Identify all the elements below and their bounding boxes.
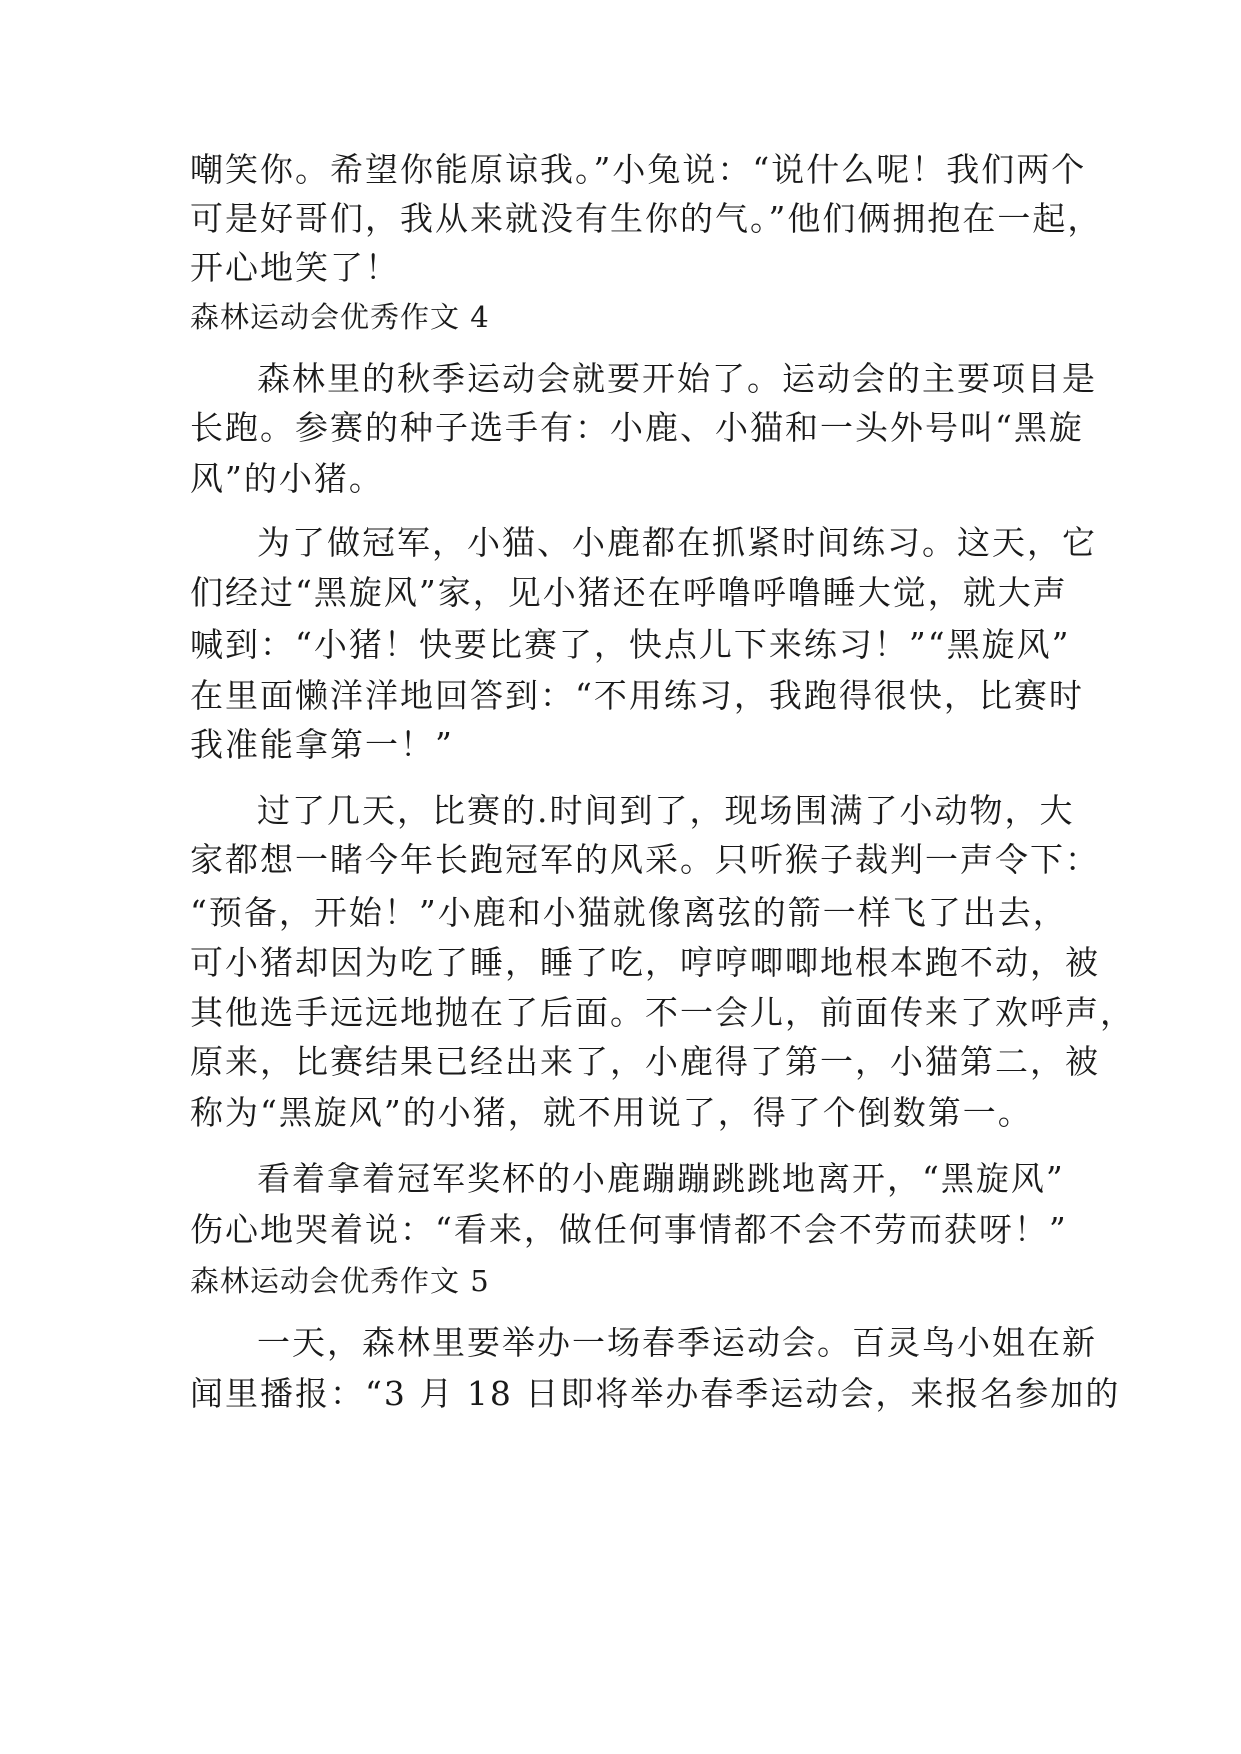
text-line: 风”的小猪。 [190, 459, 384, 498]
text-line: 长跑。参赛的种子选手有：小鹿、小猫和一头外号叫“黑旋 [190, 408, 1084, 447]
text-line: 喊到：“小猪！快要比赛了，快点儿下来练习！”“黑旋风” [190, 625, 1071, 664]
text-line: 可是好哥们，我从来就没有生你的气。”他们俩拥抱在一起， [190, 199, 1103, 238]
text-line: 伤心地哭着说：“看来，做任何事情都不会不劳而获呀！” [190, 1210, 1068, 1249]
text-line: 嘲笑你。希望你能原谅我。”小兔说：“说什么呢！我们两个 [190, 150, 1087, 189]
text-line: 可小猪却因为吃了睡，睡了吃，哼哼唧唧地根本跑不动，被 [190, 943, 1100, 982]
text-line: 开心地笑了！ [190, 248, 400, 287]
text-line: 称为“黑旋风”的小猪，就不用说了，得了个倒数第一。 [190, 1093, 1033, 1132]
section-heading: 森林运动会优秀作文 4 [190, 300, 490, 334]
text-line: 其他选手远远地抛在了后面。不一会儿，前面传来了欢呼声， [190, 993, 1135, 1032]
text-line: 一天，森林里要举办一场春季运动会。百灵鸟小姐在新 [257, 1323, 1097, 1362]
text-line: 家都想一睹今年长跑冠军的风采。只听猴子裁判一声令下： [190, 840, 1100, 879]
text-line: 们经过“黑旋风”家，见小猪还在呼噜呼噜睡大觉，就大声 [190, 573, 1068, 612]
text-line: 过了几天，比赛的.时间到了，现场围满了小动物，大 [257, 791, 1075, 830]
text-line: “预备，开始！”小鹿和小猫就像离弦的箭一样飞了出去， [190, 893, 1068, 932]
text-line: 原来，比赛结果已经出来了，小鹿得了第一，小猫第二，被 [190, 1042, 1100, 1081]
text-line: 在里面懒洋洋地回答到：“不用练习，我跑得很快，比赛时 [190, 676, 1084, 715]
section-heading: 森林运动会优秀作文 5 [190, 1264, 490, 1298]
text-line: 为了做冠军，小猫、小鹿都在抓紧时间练习。这天，它 [257, 523, 1097, 562]
text-line: 闻里播报：“3 月 18 日即将举办春季运动会，来报名参加的 [190, 1374, 1121, 1413]
text-line: 我准能拿第一！” [190, 725, 454, 764]
text-line: 看着拿着冠军奖杯的小鹿蹦蹦跳跳地离开，“黑旋风” [257, 1159, 1065, 1198]
text-line: 森林里的秋季运动会就要开始了。运动会的主要项目是 [257, 359, 1097, 398]
